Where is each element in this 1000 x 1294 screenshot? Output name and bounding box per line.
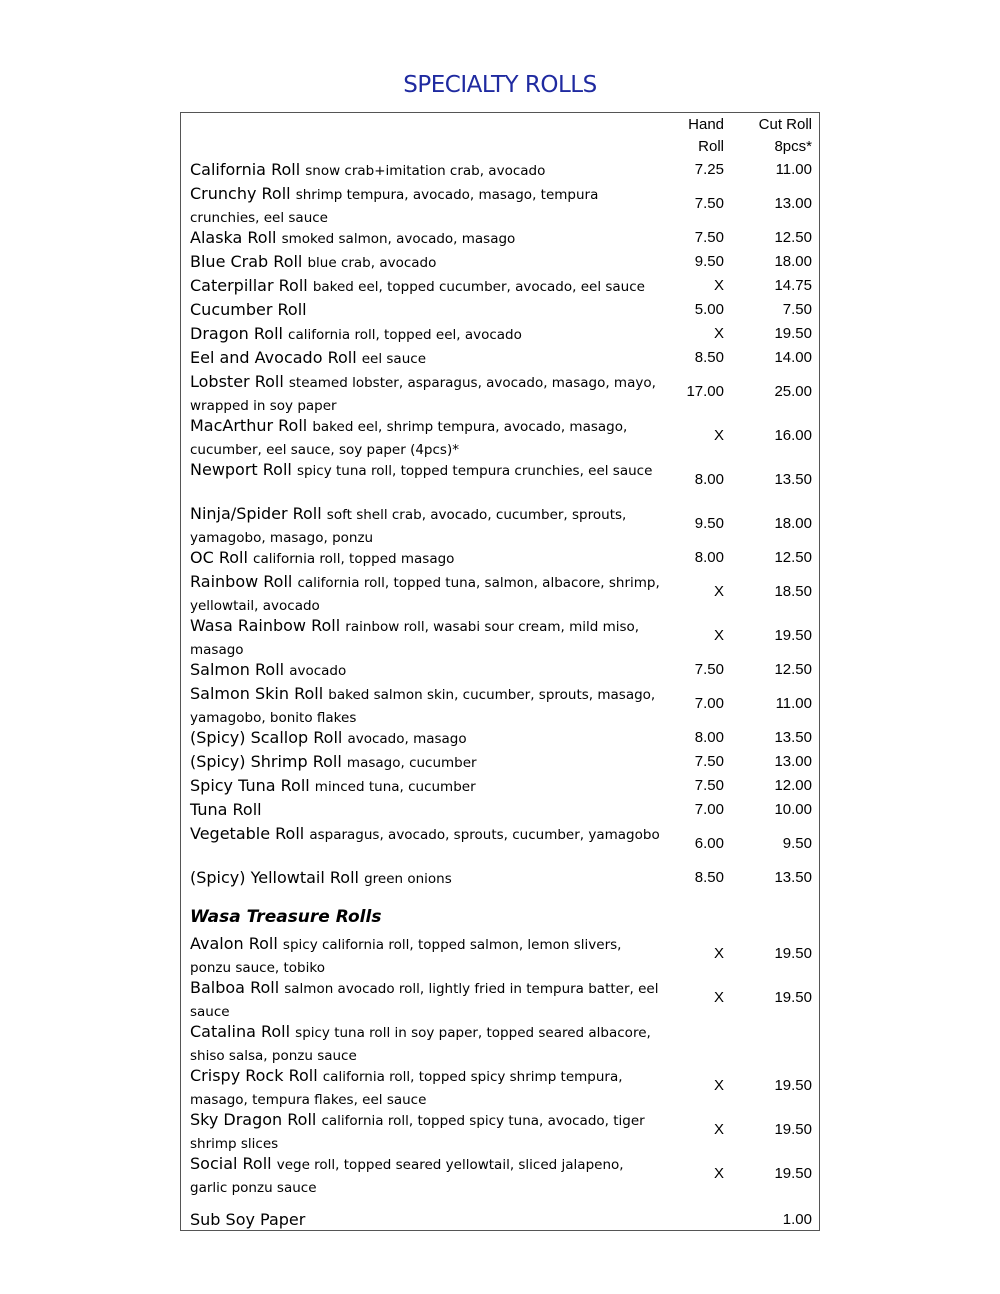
menu-item-name: Rainbow Roll — [190, 572, 293, 591]
menu-item-name: Social Roll — [190, 1154, 272, 1173]
cut-roll-header-line2: 8pcs* — [774, 138, 812, 155]
extra-name: Sub Soy Paper — [190, 1210, 306, 1229]
hand-roll-price: X — [713, 1165, 724, 1182]
menu-item-name: Cucumber Roll — [190, 300, 307, 319]
menu-item-row — [181, 1065, 819, 1109]
menu-item-ingredients: vege roll, topped seared yellowtail, sliced jalapeno, garlic ponzu sauce — [190, 1157, 624, 1196]
hand-roll-price: 8.50 — [694, 869, 724, 886]
menu-item-row — [181, 571, 819, 615]
menu-item-description — [190, 275, 660, 298]
menu-item-description — [190, 227, 660, 250]
cut-roll-price: 10.00 — [774, 801, 812, 818]
menu-item-name: Crispy Rock Roll — [190, 1066, 318, 1085]
menu-item-name: Sky Dragon Roll — [190, 1110, 317, 1129]
hand-roll-price: 7.50 — [694, 229, 724, 246]
menu-item-description — [190, 683, 660, 729]
hand-roll-price: 7.50 — [694, 195, 724, 212]
menu-item-ingredients: avocado, masago — [347, 731, 467, 747]
menu-item-description — [190, 159, 660, 182]
menu-item-description — [190, 933, 660, 979]
menu-item-name: Blue Crab Roll — [190, 252, 303, 271]
menu-item-description — [190, 1109, 660, 1155]
menu-item-ingredients: steamed lobster, asparagus, avocado, masago, mayo, wrapped in soy paper — [190, 375, 656, 414]
cut-roll-price: 19.50 — [774, 1165, 812, 1182]
menu-item-name: Tuna Roll — [190, 800, 262, 819]
menu-item-row — [181, 415, 819, 459]
menu-item-description — [190, 1153, 660, 1199]
cut-roll-header-line1: Cut Roll — [758, 116, 812, 133]
menu-item-row — [181, 227, 819, 249]
hand-roll-price: X — [713, 627, 724, 644]
menu-item-name: California Roll — [190, 160, 301, 179]
cut-roll-price: 13.50 — [774, 471, 812, 488]
menu-item-description — [190, 615, 660, 661]
menu-item-ingredients: california roll, topped spicy tuna, avocado, tiger shrimp slices — [190, 1113, 645, 1152]
cut-roll-price: 19.50 — [774, 325, 812, 342]
menu-item-description — [190, 299, 660, 321]
menu-item-description — [190, 977, 660, 1023]
cut-roll-price: 11.00 — [775, 161, 812, 178]
menu-item-description — [190, 415, 660, 461]
menu-item-name: OC Roll — [190, 548, 248, 567]
menu-item-ingredients: eel sauce — [361, 351, 426, 367]
hand-roll-price: X — [713, 277, 724, 294]
cut-roll-price: 25.00 — [774, 383, 812, 400]
menu-item-name: Caterpillar Roll — [190, 276, 308, 295]
cut-roll-price: 18.00 — [774, 515, 812, 532]
menu-item-ingredients: blue crab, avocado — [307, 255, 437, 271]
menu-item-ingredients: spicy tuna roll, topped tempura crunchies, eel sauce — [296, 463, 653, 479]
menu-item-name: Balboa Roll — [190, 978, 280, 997]
cut-roll-price: 14.75 — [774, 277, 812, 294]
hand-roll-price: X — [713, 1077, 724, 1094]
cut-roll-price: 12.50 — [774, 549, 812, 566]
menu-item-description — [190, 547, 660, 570]
hand-roll-price: X — [713, 1121, 724, 1138]
menu-item-row — [181, 977, 819, 1021]
menu-item-name: Avalon Roll — [190, 934, 278, 953]
menu-item-description — [190, 347, 660, 370]
menu-item-name: Newport Roll — [190, 460, 292, 479]
cut-roll-price: 19.50 — [774, 989, 812, 1006]
menu-item-row — [181, 683, 819, 727]
hand-roll-price: 6.00 — [694, 835, 724, 852]
cut-roll-price: 7.50 — [782, 301, 812, 318]
menu-item-row — [181, 503, 819, 547]
menu-item-ingredients: california roll, topped eel, avocado — [288, 327, 522, 343]
hand-roll-header-line1: Hand — [688, 116, 724, 133]
menu-item-name: Wasa Rainbow Roll — [190, 616, 341, 635]
hand-roll-price: 8.50 — [694, 349, 724, 366]
cut-roll-price: 18.00 — [774, 253, 812, 270]
menu-table — [180, 112, 820, 1231]
menu-item-name: Vegetable Roll — [190, 824, 305, 843]
hand-roll-price: 7.25 — [694, 161, 724, 178]
cut-roll-price: 14.00 — [774, 349, 812, 366]
menu-item-row — [181, 183, 819, 227]
menu-item-ingredients: masago, cucumber — [346, 755, 477, 771]
menu-item-ingredients: california roll, topped spicy shrimp tempura, masago, tempura flakes, eel sauce — [190, 1069, 623, 1108]
menu-item-row — [181, 1153, 819, 1197]
menu-item-description — [190, 727, 660, 750]
menu-item-name: Crunchy Roll — [190, 184, 291, 203]
menu-item-ingredients: spicy california roll, topped salmon, lemon slivers, ponzu sauce, tobiko — [190, 937, 622, 976]
hand-roll-price: 8.00 — [694, 471, 724, 488]
cut-roll-price: 19.50 — [774, 945, 812, 962]
menu-item-row — [181, 251, 819, 273]
cut-roll-price: 13.00 — [774, 753, 812, 770]
menu-item-description — [190, 251, 660, 274]
menu-item-ingredients: baked eel, shrimp tempura, avocado, masago, cucumber, eel sauce, soy paper (4pcs)* — [190, 419, 628, 458]
menu-item-name: (Spicy) Scallop Roll — [190, 728, 343, 747]
cut-roll-price: 19.50 — [774, 1077, 812, 1094]
menu-item-row — [181, 867, 819, 889]
menu-item-row — [181, 547, 819, 569]
page-title: SPECIALTY ROLLS — [403, 72, 597, 98]
hand-roll-price: X — [713, 325, 724, 342]
menu-item-ingredients: california roll, topped tuna, salmon, albacore, shrimp, yellowtail, avocado — [190, 575, 660, 614]
menu-item-row — [181, 371, 819, 415]
hand-roll-price: 9.50 — [694, 253, 724, 270]
menu-item-ingredients: green onions — [364, 871, 452, 887]
menu-item-description — [190, 867, 660, 890]
hand-roll-price: 7.50 — [694, 661, 724, 678]
menu-item-name: (Spicy) Shrimp Roll — [190, 752, 342, 771]
cut-roll-price: 13.50 — [774, 729, 812, 746]
extra-row — [181, 1209, 819, 1231]
menu-item-description — [190, 371, 660, 417]
menu-item-name: Ninja/Spider Roll — [190, 504, 322, 523]
hand-roll-price: X — [713, 583, 724, 600]
hand-roll-price: 8.00 — [694, 549, 724, 566]
menu-item-name: Dragon Roll — [190, 324, 283, 343]
menu-item-ingredients: california roll, topped masago — [253, 551, 455, 567]
menu-item-description — [190, 799, 660, 821]
menu-item-row — [181, 1021, 819, 1065]
hand-roll-price: 7.00 — [694, 695, 724, 712]
menu-item-description — [190, 323, 660, 346]
menu-item-row — [181, 459, 819, 503]
menu-item-ingredients: avocado — [289, 663, 347, 679]
menu-item-name: Lobster Roll — [190, 372, 284, 391]
cut-roll-price: 12.50 — [774, 229, 812, 246]
menu-item-row — [181, 159, 819, 181]
menu-item-name: MacArthur Roll — [190, 416, 308, 435]
treasure-section-title: Wasa Treasure Rolls — [190, 907, 382, 927]
menu-item-name: Alaska Roll — [190, 228, 277, 247]
menu-item-description — [190, 751, 660, 774]
menu-item-description — [190, 823, 660, 846]
menu-item-row — [181, 615, 819, 659]
menu-item-row — [181, 659, 819, 681]
hand-roll-price: 7.00 — [694, 801, 724, 818]
menu-item-description — [190, 571, 660, 617]
menu-item-description — [190, 659, 660, 682]
menu-item-row — [181, 823, 819, 867]
cut-roll-price: 13.50 — [774, 869, 812, 886]
cut-roll-price: 19.50 — [774, 1121, 812, 1138]
menu-item-ingredients: asparagus, avocado, sprouts, cucumber, yamagobo — [309, 827, 660, 843]
hand-roll-price: 5.00 — [694, 301, 724, 318]
hand-roll-price: 17.00 — [686, 383, 724, 400]
menu-item-name: (Spicy) Yellowtail Roll — [190, 868, 359, 887]
menu-item-ingredients: snow crab+imitation crab, avocado — [305, 163, 546, 179]
cut-roll-price: 12.00 — [774, 777, 812, 794]
menu-item-ingredients: minced tuna, cucumber — [314, 779, 476, 795]
menu-item-row — [181, 751, 819, 773]
menu-item-description — [190, 503, 660, 549]
menu-item-row — [181, 775, 819, 797]
menu-item-description — [190, 775, 660, 798]
menu-item-name: Catalina Roll — [190, 1022, 291, 1041]
menu-item-name: Salmon Skin Roll — [190, 684, 324, 703]
cut-roll-price: 16.00 — [774, 427, 812, 444]
menu-item-ingredients: baked salmon skin, cucumber, sprouts, masago, yamagobo, bonito flakes — [190, 687, 656, 726]
menu-item-row — [181, 1109, 819, 1153]
hand-roll-price: X — [713, 989, 724, 1006]
hand-roll-price: 7.50 — [694, 777, 724, 794]
hand-roll-price: 8.00 — [694, 729, 724, 746]
menu-item-row — [181, 727, 819, 749]
menu-item-ingredients: shrimp tempura, avocado, masago, tempura crunchies, eel sauce — [190, 187, 599, 226]
menu-item-row — [181, 933, 819, 977]
hand-roll-price: 9.50 — [694, 515, 724, 532]
menu-item-row — [181, 299, 819, 321]
menu-item-description — [190, 459, 660, 482]
hand-roll-price: 7.50 — [694, 753, 724, 770]
extra-price: 1.00 — [782, 1211, 812, 1228]
menu-item-name: Salmon Roll — [190, 660, 285, 679]
menu-item-row — [181, 799, 819, 821]
hand-roll-price: X — [713, 427, 724, 444]
cut-roll-price: 19.50 — [774, 627, 812, 644]
menu-item-row — [181, 347, 819, 369]
menu-item-ingredients: soft shell crab, avocado, cucumber, sprouts, yamagobo, masago, ponzu — [190, 507, 627, 546]
menu-item-ingredients: salmon avocado roll, lightly fried in tempura batter, eel sauce — [190, 981, 659, 1020]
menu-item-row — [181, 323, 819, 345]
cut-roll-price: 18.50 — [774, 583, 812, 600]
cut-roll-price: 11.00 — [775, 695, 812, 712]
menu-item-description — [190, 183, 660, 229]
menu-item-name: Spicy Tuna Roll — [190, 776, 310, 795]
menu-item-name: Eel and Avocado Roll — [190, 348, 357, 367]
menu-item-ingredients: smoked salmon, avocado, masago — [281, 231, 516, 247]
hand-roll-price: X — [713, 945, 724, 962]
cut-roll-price: 12.50 — [774, 661, 812, 678]
menu-item-ingredients: spicy tuna roll in soy paper, topped seared albacore, shiso salsa, ponzu sauce — [190, 1025, 651, 1064]
menu-item-description — [190, 1065, 660, 1111]
cut-roll-price: 13.00 — [774, 195, 812, 212]
menu-item-ingredients: rainbow roll, wasabi sour cream, mild miso, masago — [190, 619, 640, 658]
menu-item-description — [190, 1021, 660, 1067]
menu-item-ingredients: baked eel, topped cucumber, avocado, eel sauce — [312, 279, 645, 295]
menu-item-row — [181, 275, 819, 297]
cut-roll-price: 9.50 — [782, 835, 812, 852]
hand-roll-header-line2: Roll — [698, 138, 724, 155]
